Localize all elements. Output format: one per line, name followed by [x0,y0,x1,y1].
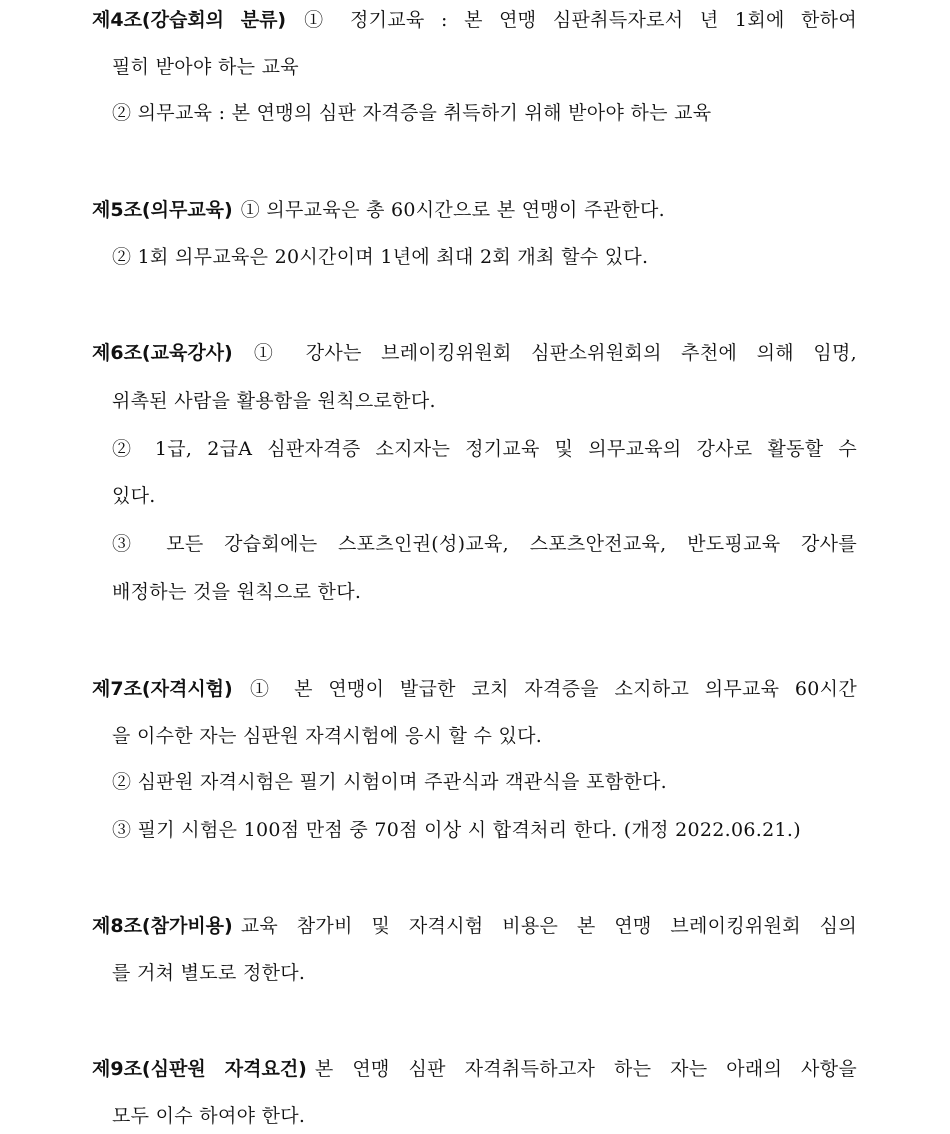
clause-text: ② 1회 의무교육은 20시간이며 1년에 최대 2회 개최 할수 있다. [112,246,649,268]
article-heading: 제8조(참가비용) [92,915,233,937]
article-heading: 제4조(강습회의 분류) [92,9,287,31]
clause-text: 본 연맹 심판 자격취득하고자 하는 자는 아래의 사항을 [314,1058,858,1080]
article-line [112,724,542,748]
clause-text: ② 의무교육 : 본 연맹의 심판 자격증을 취득하기 위해 받아야 하는 교육 [112,102,712,124]
article-line [112,101,711,125]
clause-text: 위촉된 사람을 활용함을 원칙으로한다. [112,390,436,412]
clause-text: 을 이수한 자는 심판원 자격시험에 응시 할 수 있다. [112,725,543,747]
clause-text: ① 정기교육 : 본 연맹 심판취득자로서 년 1회에 한하여 [294,9,857,31]
article-line [92,677,857,701]
article-line [112,389,436,413]
clause-text: ① 강사는 브레이킹위원회 심판소위원회의 추천에 의해 임명, [240,342,857,364]
article-line [112,818,801,842]
clause-text: 있다. [112,485,156,507]
clause-text: ② 심판원 자격시험은 필기 시험이며 주관식과 객관식을 포함한다. [112,771,668,793]
article-line [92,914,857,938]
article-heading: 제7조(자격시험) [92,678,233,700]
article-line [112,484,156,508]
clause-text: 필히 받아야 하는 교육 [112,56,299,78]
clause-text: 를 거쳐 별도로 정한다. [112,962,306,984]
clause-text: 모두 이수 하여야 한다. [112,1105,306,1127]
article-line [92,341,857,365]
article-line [112,580,361,604]
clause-text: 교육 참가비 및 자격시험 비용은 본 연맹 브레이킹위원회 심의 [240,915,857,937]
article-line [112,532,857,556]
article-line [92,198,665,222]
clause-text: ③ 모든 강습회에는 스포츠인권(성)교육, 스포츠안전교육, 반도핑교육 강사를 [112,533,857,555]
article-line [112,770,667,794]
article-line [92,8,857,32]
article-line [112,55,299,79]
article-line [112,245,648,269]
article-heading: 제6조(교육강사) [92,342,233,364]
clause-text: ① 본 연맹이 발급한 코치 자격증을 소지하고 의무교육 60시간 [240,678,857,700]
clause-text: ③ 필기 시험은 100점 만점 중 70점 이상 시 합격처리 한다. (개정 2022.06.21.) [112,819,801,841]
clause-text: 배정하는 것을 원칙으로 한다. [112,581,362,603]
article-line [92,1057,857,1081]
article-line [112,1104,305,1128]
article-heading: 제5조(의무교육) [92,199,233,221]
article-line [112,437,857,461]
clause-text: ① 의무교육은 총 60시간으로 본 연맹이 주관한다. [240,199,665,221]
article-line [112,961,305,985]
article-heading: 제9조(심판원 자격요건) [92,1058,307,1080]
clause-text: ② 1급, 2급A 심판자격증 소지자는 정기교육 및 의무교육의 강사로 활동할 수 [112,438,857,460]
